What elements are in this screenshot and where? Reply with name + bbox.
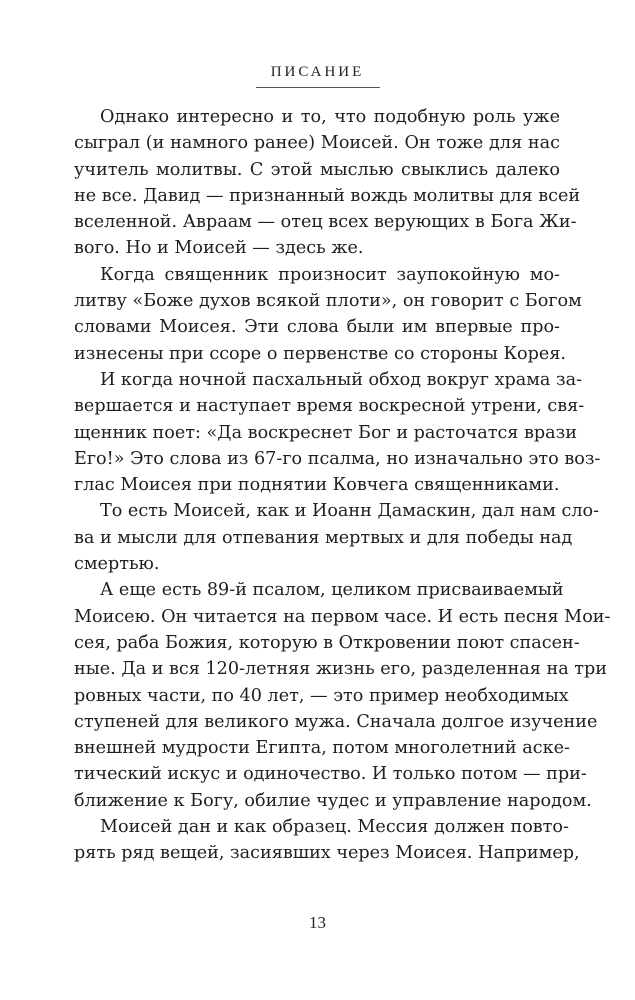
page-number: 13 — [309, 913, 326, 932]
text-line: щенник поет: «Да воскреснет Бог и расточатся врази — [74, 422, 577, 443]
text-line: А еще есть 89-й псалом, целиком присваиваемый — [100, 580, 564, 601]
text-line: словами Моисея. Эти слова были им впервые про- — [74, 317, 560, 338]
text-line: не все. Давид — признанный вождь молитвы для всей — [74, 185, 581, 206]
text-line: Моисею. Он читается на первом часе. И есть песня Мои- — [74, 606, 611, 627]
text-line: ва и мысли для отпевания мертвых и для победы над — [74, 527, 573, 548]
text-line: Моисей дан и как образец. Мессия должен повто- — [100, 817, 569, 838]
text-line: вселенной. Авраам — отец всех верующих в Бога Жи- — [74, 212, 577, 233]
text-line: ближение к Богу, обилие чудес и управление народом. — [74, 790, 592, 811]
text-line: сыграл (и намного ранее) Моисей. Он тоже для нас — [74, 133, 560, 154]
text-line: вого. Но и Моисей — здесь же. — [74, 238, 364, 259]
text-line: глас Моисея при поднятии Ковчега священниками. — [74, 475, 560, 496]
text-line: смертью. — [74, 554, 160, 575]
text-line: внешней мудрости Египта, потом многолетний аске- — [74, 738, 570, 759]
text-line: тический искус и одиночество. И только потом — при- — [74, 764, 587, 785]
text-line: Когда священник произносит заупокойную мо- — [100, 264, 560, 285]
text-line: литву «Боже духов всякой плоти», он говорит с Богом — [74, 291, 582, 312]
text-line: ные. Да и вся 120-летняя жизнь его, разделенная на три — [74, 659, 608, 680]
running-head-rule — [256, 87, 380, 88]
text-line: рять ряд вещей, засиявших через Моисея. Например, — [74, 843, 580, 864]
text-line: сея, раба Божия, которую в Откровении поют спасен- — [74, 632, 580, 653]
text-line: вершается и наступает время воскресной утрени, свя- — [74, 396, 585, 417]
text-line: изнесены при ссоре о первенстве со стороны Корея. — [74, 343, 567, 364]
text-line: И когда ночной пасхальный обход вокруг храма за- — [100, 369, 583, 390]
paragraph — [74, 577, 611, 814]
paragraph — [74, 262, 582, 367]
paragraph — [74, 367, 601, 498]
text-line: ступеней для великого мужа. Сначала долгое изучение — [74, 711, 598, 732]
body-text — [74, 104, 611, 867]
paragraph — [74, 814, 580, 867]
text-line: учитель молитвы. С этой мыслью свыклись далеко — [74, 159, 560, 180]
text-line: То есть Моисей, как и Иоанн Дамаскин, дал нам сло- — [100, 501, 600, 522]
paragraph — [74, 498, 600, 577]
text-line: ровных части, по 40 лет, — это пример необходимых — [74, 685, 569, 706]
text-line: Его!» Это слова из 67-го псалма, но изначально это воз- — [74, 448, 601, 469]
text-line: Однако интересно и то, что подобную роль уже — [100, 107, 560, 127]
paragraph — [74, 104, 581, 262]
running-head: ПИСАНИЕ — [270, 64, 365, 80]
